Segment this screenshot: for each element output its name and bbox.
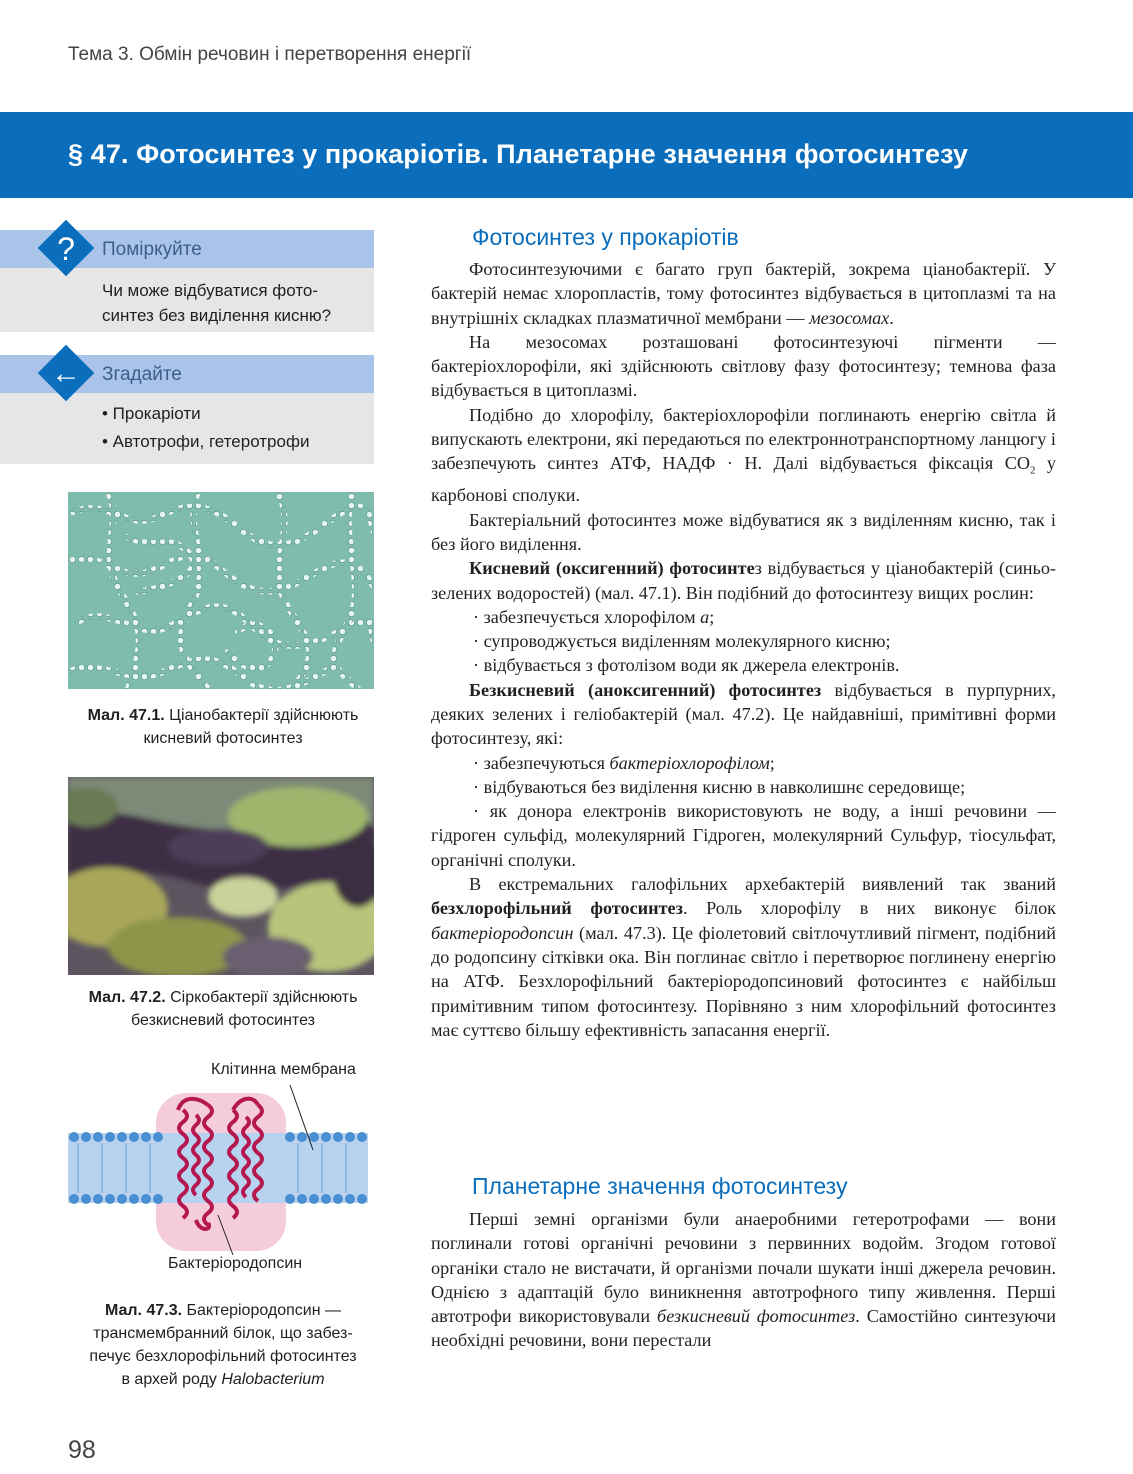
question-icon: ? xyxy=(57,231,75,267)
list-item: · відбуваються без виділення кисню в навколишнє середовище; xyxy=(473,776,966,797)
think-box-body xyxy=(102,278,364,328)
list-item: · забезпечуються бактеріохлорофілом; xyxy=(473,752,775,773)
recall-box xyxy=(0,355,374,464)
sulfur-bacteria-image xyxy=(68,777,374,975)
caption-text: Сіркобактерії здійснюють xyxy=(165,989,358,1006)
caption-text: трансмембранний білок, що забез- xyxy=(93,1325,353,1342)
bacteriorhodopsin-figure xyxy=(68,1055,378,1285)
figure-caption xyxy=(60,986,386,1032)
caption-text: Ціанобактерії здійснюють xyxy=(164,707,359,724)
arrow-left-icon: ← xyxy=(51,357,81,390)
figure-caption xyxy=(60,1299,386,1391)
bacteriorhodopsin-label: Бактеріородопсин xyxy=(168,1255,303,1272)
caption-label: Мал. 47.1. xyxy=(87,707,165,724)
caption-text: кисневий фотосинтез xyxy=(143,730,303,747)
think-box-title: Поміркуйте xyxy=(102,239,202,260)
paragraph: На мезосомах розташовані фотосинтезуючі пігменти — бактеріохлорофіли, які здійснюють світлову фазу фотосинтезу; темнова фаза відбувається в цитоплазмі. xyxy=(431,331,1056,401)
think-box xyxy=(0,230,374,332)
membrane-diagram xyxy=(68,1055,378,1285)
recall-list xyxy=(102,400,309,456)
figure-caption xyxy=(60,704,386,750)
caption-text: Бактеріородопсин — xyxy=(182,1302,342,1319)
membrane-label: Клітинна мембрана xyxy=(211,1061,356,1078)
paragraph: Безкисневий (аноксигенний) фотосинтез відбувається в пурпурних, деяких зелених і геліобактерій (мал. 47.2). Це найдавніші, примітивні форми фотосинтезу, які: xyxy=(431,679,1056,749)
paragraph: Бактеріальний фотосинтез може відбуватися як з виділенням кисню, так і без його виділення. xyxy=(431,509,1056,554)
think-line: синтез без виділення кисню? xyxy=(102,306,332,325)
title-band xyxy=(0,112,1133,198)
caption-text: печує безхлорофільний фотосинтез xyxy=(89,1348,357,1365)
paragraph: Перші земні організми були анаеробними гетеротрофами — вони поглинали готові органічні речовини з первинних водойм. Згодом готової органіки стало не вистачати, й організми почали шукати інші джерела речовин. Однією з адаптацій було виникнення автотрофного типу живлення. Перші автотрофи використовували безкисневий фотосинтез. Самостійно синтезуючи необхідні речовини, вони перестали xyxy=(431,1209,1056,1351)
caption-label: Мал. 47.3. xyxy=(104,1302,183,1319)
running-head: Тема 3. Обмін речовин і перетворення енергії xyxy=(68,44,472,65)
paragraph: Кисневий (оксигенний) фотосинтез відбувається у ціанобактерій (синьо-зелених водоростей) (мал. 47.1). Він подібний до фотосинтезу вищих рослин: xyxy=(431,558,1056,603)
caption-text: в архей роду xyxy=(121,1371,222,1388)
list-item: • Автотрофи, гетеротрофи xyxy=(102,432,310,451)
page-title: § 47. Фотосинтез у прокаріотів. Планетарне значення фотосинтезу xyxy=(68,139,969,169)
paragraph: В екстремальних галофільних архебактерій виявлений так званий безхлорофільний фотосинтез. Роль хлорофілу в них виконує білок бактеріородопсин (мал. 47.3). Це фіолетовий світлочутливий пігмент, подібний до родопсину сітківки ока. Він поглинає світло і перетворює поглинену енергію на АТФ. Безхлорофільний бактеріородопсиновий фотосинтез є найбільш примітивним типом фотосинтезу. Порівняно з ним хлорофільний фотосинтез має суттєво більшу ефективність запасання енергії. xyxy=(431,874,1056,1040)
list-item: · як донора електронів використовують не воду, а інші речовини — гідроген сульфід, молекулярний Гідроген, молекулярний Сульфур, тіосульфат, органічні сполуки. xyxy=(431,801,1056,870)
cyanobacteria-image xyxy=(68,492,374,689)
list-item: · відбувається з фотолізом води як джерела електронів. xyxy=(473,655,900,676)
paragraph: Фотосинтезуючими є багато груп бактерій, зокрема ціанобактерії. У бактерій немає хлоропластів, тому фотосинтез відбувається в цитоплазмі та на внутрішніх складках плазматичної мембрани — мезосомах. xyxy=(431,259,1056,328)
recall-box-title: Згадайте xyxy=(102,364,182,385)
think-line: Чи може відбуватися фото- xyxy=(102,281,319,300)
caption-text: безкисневий фотосинтез xyxy=(131,1012,315,1029)
list-item: • Прокаріоти xyxy=(102,404,201,423)
section-heading: Планетарне значення фотосинтезу xyxy=(472,1173,848,1199)
section-body xyxy=(431,257,1056,1042)
list-item: · супроводжується виділенням молекулярного кисню; xyxy=(473,631,891,652)
list-item: · забезпечується хлорофілом а; xyxy=(473,606,715,627)
paragraph: Подібно до хлорофілу, бактеріохлорофіли поглинають енергію світла й випускають електрони, які передаються по електроннотранспортному ланцюгу і забезпечують синтез АТФ, НАДФ · Н. Далі відбувається фіксація $СО_2$ у карбонові сполуки. xyxy=(431,404,1056,506)
caption-genus: Halobacterium xyxy=(221,1371,325,1388)
page-number: 98 xyxy=(68,1436,96,1464)
section-body xyxy=(431,1207,1056,1353)
section-heading: Фотосинтез у прокаріотів xyxy=(472,224,739,250)
caption-label: Мал. 47.2. xyxy=(88,989,166,1006)
